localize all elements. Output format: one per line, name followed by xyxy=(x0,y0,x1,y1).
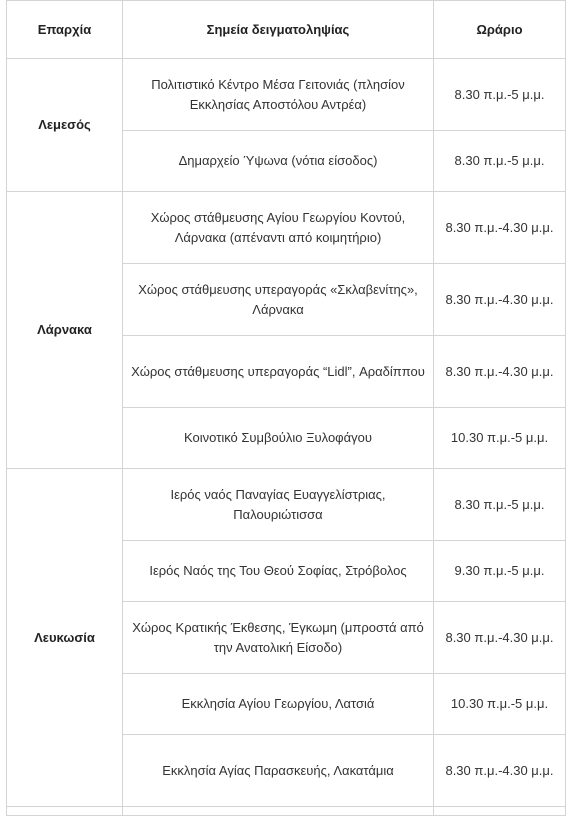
hours-cell: 8.30 π.μ.-5 μ.μ. xyxy=(434,131,566,192)
district-cell-lefkosia: Λευκωσία xyxy=(7,469,123,807)
empty-cell xyxy=(7,807,123,816)
header-district: Επαρχία xyxy=(7,1,123,59)
sampling-point-cell: Χώρος Κρατικής Έκθεσης, Έγκωμη (μπροστά από την Ανατολική Είσοδο) xyxy=(123,602,434,674)
district-cell-larnaka: Λάρνακα xyxy=(7,192,123,469)
sampling-point-cell: Εκκλησία Αγίας Παρασκευής, Λακατάμια xyxy=(123,735,434,807)
sampling-point-cell: Χώρος στάθμευσης υπεραγοράς “Lidl”, Αραδίππου xyxy=(123,336,434,408)
sampling-point-cell: Κοινοτικό Συμβούλιο Ξυλοφάγου xyxy=(123,408,434,469)
table-row xyxy=(7,192,566,264)
hours-cell: 10.30 π.μ.-5 μ.μ. xyxy=(434,408,566,469)
hours-cell: 8.30 π.μ.-4.30 μ.μ. xyxy=(434,192,566,264)
hours-cell: 8.30 π.μ.-5 μ.μ. xyxy=(434,59,566,131)
hours-cell: 8.30 π.μ.-4.30 μ.μ. xyxy=(434,602,566,674)
sampling-point-cell: Εκκλησία Αγίου Γεωργίου, Λατσιά xyxy=(123,674,434,735)
table-row xyxy=(7,59,566,131)
hours-cell: 9.30 π.μ.-5 μ.μ. xyxy=(434,541,566,602)
sampling-point-cell: Ιερός Ναός της Του Θεού Σοφίας, Στρόβολος xyxy=(123,541,434,602)
sampling-points-table xyxy=(6,0,566,816)
hours-cell: 8.30 π.μ.-4.30 μ.μ. xyxy=(434,735,566,807)
hours-cell: 10.30 π.μ.-5 μ.μ. xyxy=(434,674,566,735)
sampling-point-cell: Χώρος στάθμευσης Αγίου Γεωργίου Κοντού, Λάρνακα (απέναντι από κοιμητήριο) xyxy=(123,192,434,264)
hours-cell: 8.30 π.μ.-4.30 μ.μ. xyxy=(434,264,566,336)
header-sampling-points: Σημεία δειγματοληψίας xyxy=(123,1,434,59)
district-cell-lemesos: Λεμεσός xyxy=(7,59,123,192)
empty-cell xyxy=(123,807,434,816)
empty-cell xyxy=(434,807,566,816)
sampling-point-cell: Δημαρχείο Ύψωνα (νότια είσοδος) xyxy=(123,131,434,192)
sampling-point-cell: Χώρος στάθμευσης υπεραγοράς «Σκλαβενίτης», Λάρνακα xyxy=(123,264,434,336)
table-row xyxy=(7,469,566,541)
hours-cell: 8.30 π.μ.-4.30 μ.μ. xyxy=(434,336,566,408)
hours-cell: 8.30 π.μ.-5 μ.μ. xyxy=(434,469,566,541)
sampling-point-cell: Πολιτιστικό Κέντρο Μέσα Γειτονιάς (πλησίον Εκκλησίας Αποστόλου Αντρέα) xyxy=(123,59,434,131)
table-row-partial xyxy=(7,807,566,816)
sampling-point-cell: Ιερός ναός Παναγίας Ευαγγελίστριας, Παλουριώτισσα xyxy=(123,469,434,541)
header-row xyxy=(7,1,566,59)
header-hours: Ωράριο xyxy=(434,1,566,59)
